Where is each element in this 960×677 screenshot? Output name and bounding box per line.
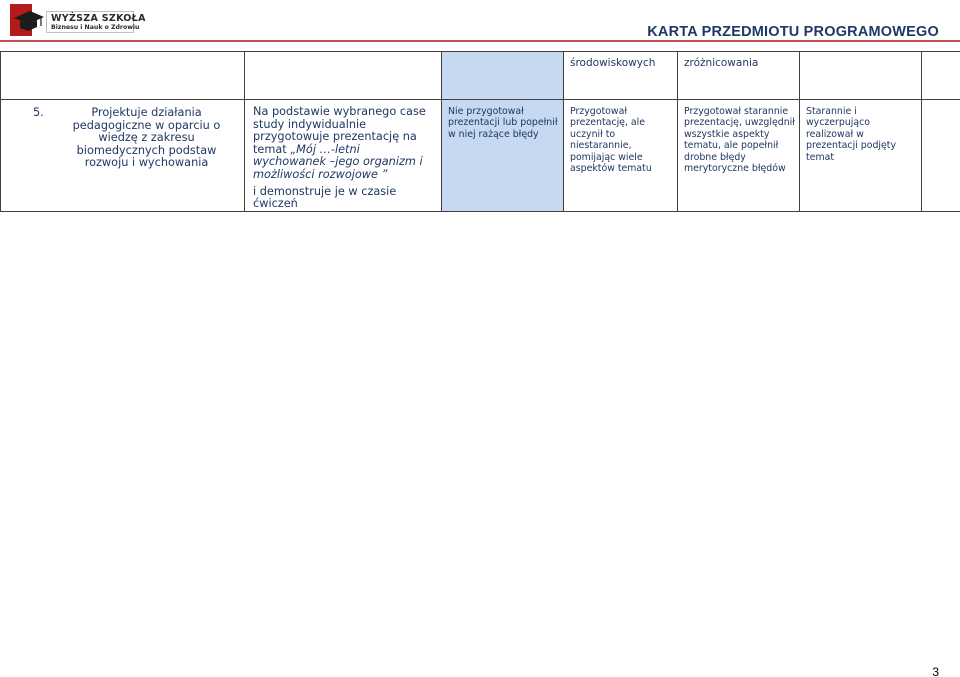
grade-4-cell <box>678 100 800 212</box>
cell-text: Nie przygotował prezentacji lub popełnił w niej rażące błędy <box>448 106 558 140</box>
header-divider <box>0 40 960 42</box>
cell-text: środowiskowych <box>570 57 656 69</box>
table-cell <box>678 52 800 100</box>
task-tail: i demonstruje je w czasie ćwiczeń <box>253 184 397 211</box>
table-cell <box>245 52 442 100</box>
page-number: 3 <box>932 665 939 677</box>
table-cell <box>922 52 960 100</box>
school-logo <box>10 4 146 36</box>
task-topic: „Mój …-letni wychowanek –jego organizm i możliwości rozwojowe ” <box>253 142 423 181</box>
table-cell <box>1 52 245 100</box>
outcome-number: 5. <box>33 106 44 119</box>
grade-2-cell <box>442 100 564 212</box>
table-row <box>1 52 960 100</box>
cell-text: Przygotował prezentację, ale uczynił to niestarannie, pomijając wiele aspektów tematu <box>570 106 652 175</box>
task-intro: Na podstawie wybranego case study indywidualnie przygotowuje prezentację na temat <box>253 105 426 156</box>
grade-5-cell <box>800 100 922 212</box>
cell-text: Przygotował starannie prezentację, uwzględnił wszystkie aspekty tematu, ale popełnił drobne błędy merytoryczne błędów <box>684 106 795 175</box>
logo-title: WYŻSZA SZKOŁA <box>51 13 146 24</box>
learning-outcome-cell <box>1 100 245 212</box>
table-cell <box>800 52 922 100</box>
assessment-table <box>0 51 960 212</box>
outcome-text: Projektuje działania pedagogiczne w oparciu o wiedzę z zakresu biomedycznych podstaw rozwoju i wychowania <box>72 106 221 170</box>
document-title: KARTA PRZEDMIOTU PROGRAMOWEGO <box>647 24 939 40</box>
table-row <box>1 100 960 212</box>
assessment-task-cell <box>245 100 442 212</box>
logo-subtitle: Biznesu i Nauk o Zdrowiu <box>51 24 140 31</box>
logo-wordmark <box>46 11 146 33</box>
table-cell <box>564 52 678 100</box>
table-cell <box>922 100 960 212</box>
graduation-cap-icon <box>10 4 44 36</box>
cell-text: zróżnicowania <box>684 57 759 69</box>
table-cell <box>442 52 564 100</box>
grade-3-cell <box>564 100 678 212</box>
cell-text: Starannie i wyczerpująco realizował w prezentacji podjęty temat <box>806 106 896 163</box>
